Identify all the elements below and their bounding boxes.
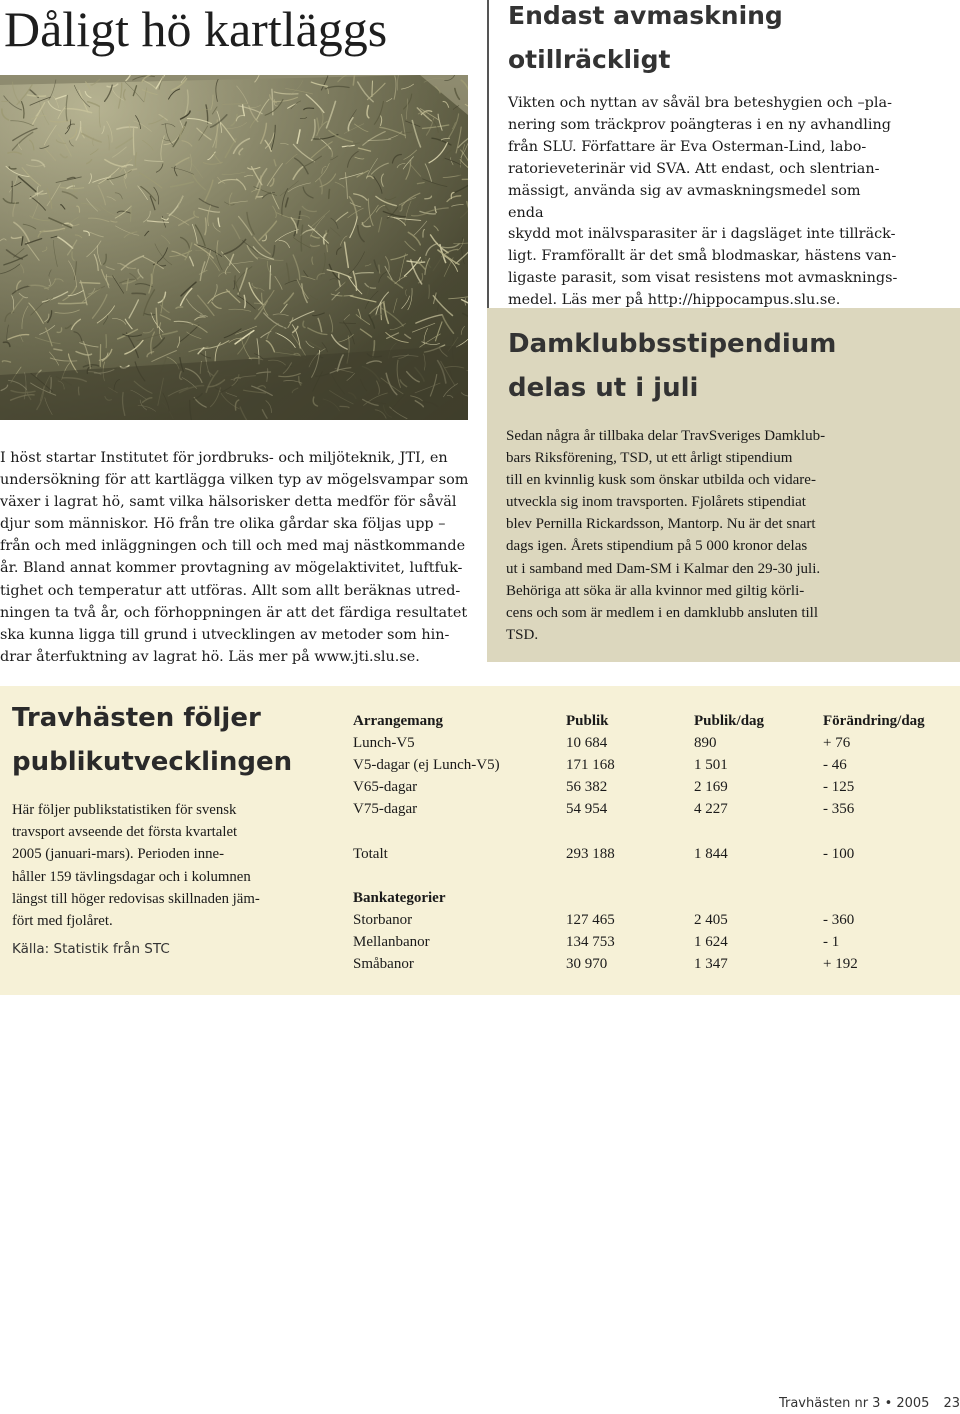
text-line: I höst startar Institutet för jordbruks- och miljöteknik, JTI, en — [0, 450, 448, 466]
table-row — [353, 754, 953, 776]
text-line: bars Riksförening, TSD, ut ett årligt stipendium — [506, 450, 793, 467]
table-cell: V65-dagar — [353, 779, 418, 796]
table-cell: - 360 — [823, 911, 855, 928]
text-line: till en kvinnlig kusk som önskar utbilda och vidare- — [506, 472, 816, 489]
table-header-row — [353, 710, 953, 732]
text-line: ska kunna ligga till grund i utvecklingen av metoder som hin- — [0, 626, 450, 643]
text-line: Sedan några år tillbaka delar TravSveriges Damklub- — [506, 428, 826, 444]
text-line: längst till höger redovisas skillnaden jäm- — [12, 890, 260, 907]
table-total-row — [353, 843, 953, 865]
text-line: ut i samband med Dam-SM i Kalmar den 29-30 juli. — [506, 560, 821, 577]
text-line: medel. Läs mer på http://hippocampus.slu.se. — [508, 292, 841, 309]
table-cell: - 125 — [823, 779, 855, 796]
table-cell — [353, 865, 566, 887]
text-line: från och med inläggningen och till och med maj nästkommande — [0, 538, 466, 555]
title-line: Damklubbsstipendium — [508, 329, 837, 359]
table-cell — [353, 820, 566, 842]
hay-bale-photo — [0, 75, 468, 420]
table-cell: 2 169 — [694, 779, 728, 796]
table-cell — [566, 820, 694, 842]
table-cell: 4 227 — [694, 801, 728, 818]
table-row — [353, 931, 953, 953]
table-cell: + 76 — [823, 735, 851, 752]
table-cell: 293 188 — [566, 845, 615, 862]
table-cell: - 1 — [823, 933, 840, 950]
table-cell: 890 — [694, 735, 717, 752]
table-cell: Förändring/dag — [823, 713, 925, 729]
text-line: ningen ta två år, och förhoppningen är att det färdiga resultatet — [0, 604, 468, 621]
table-cell: 171 168 — [566, 757, 615, 774]
table-cell — [566, 865, 694, 887]
table-cell: Småbanor — [353, 956, 414, 973]
table-row — [353, 798, 953, 820]
table-cell: + 192 — [823, 956, 858, 973]
text-line: ratorieveterinär vid SVA. Att endast, och slentrian- — [508, 160, 880, 177]
table-cell: 127 465 — [566, 911, 615, 928]
text-line: tighet och temperatur att utföras. Allt som allt beräknas utred- — [0, 582, 461, 599]
title-line: Travhästen följer — [12, 703, 261, 733]
text-line: år. Bland annat kommer provtagning av mögelaktivitet, luftfuk- — [0, 560, 463, 577]
text-line: Behöriga att söka är alla kvinnor med giltig körli- — [506, 582, 805, 599]
stats-source: Källa: Statistik från STC — [12, 941, 170, 957]
title-line: delas ut i juli — [508, 373, 699, 403]
table-cell — [694, 820, 823, 842]
table-cell — [694, 865, 823, 887]
table-row — [353, 776, 953, 798]
text-line: ligt. Framförallt är det små blodmaskar, hästens van- — [508, 248, 897, 265]
table-cell: Lunch-V5 — [353, 735, 415, 752]
table-cell: - 100 — [823, 845, 855, 862]
text-line: skydd mot inälvsparasiter är i dagsläget inte tillräck- — [508, 226, 896, 243]
hay-article-body — [0, 447, 470, 668]
scholarship-article-title — [508, 322, 948, 410]
scholarship-article-body — [506, 425, 906, 646]
table-cell: Bankategorier — [353, 889, 446, 906]
table-cell: Storbanor — [353, 911, 413, 928]
table-cell: Arrangemang — [353, 713, 443, 729]
table-cell — [694, 887, 823, 909]
table-spacer — [353, 820, 953, 842]
table-row — [353, 953, 953, 975]
text-line: travsport avseende det första kvartalet — [12, 824, 238, 841]
table-row — [353, 732, 953, 754]
table-cell: 1 501 — [694, 757, 728, 774]
table-cell: V75-dagar — [353, 801, 418, 818]
text-line: Här följer publikstatistiken för svensk — [12, 802, 237, 818]
text-line: håller 159 tävlingsdagar och i kolumnen — [12, 868, 251, 885]
table-cell: Publik — [566, 713, 609, 729]
text-line: mässigt, använda sig av avmaskningsmedel som enda — [508, 182, 861, 221]
publication-name: Travhästen nr 3 • 2005 — [778, 1396, 930, 1411]
table-cell: 2 405 — [694, 911, 728, 928]
table-cell: 54 954 — [566, 801, 608, 818]
table-cell — [823, 887, 953, 909]
stats-article-title — [12, 696, 332, 784]
title-line: Endast avmaskning — [508, 1, 783, 30]
text-line: växer i lagrat hö, samt vilka hälsorisker detta medför för såväl — [0, 494, 457, 511]
table-cell: 30 970 — [566, 956, 608, 973]
page-number: 23 — [943, 1396, 960, 1411]
table-cell: 1 347 — [694, 956, 728, 973]
table-cell: 1 844 — [694, 845, 728, 862]
table-cell: V5-dagar (ej Lunch-V5) — [353, 757, 500, 774]
headline: Dåligt hö kartläggs — [4, 1, 388, 57]
page-footer — [760, 1395, 960, 1413]
table-cell: - 356 — [823, 801, 855, 818]
table-spacer — [353, 865, 953, 887]
table-cell: 1 624 — [694, 933, 728, 950]
text-line: utveckla sig inom travsporten. Fjolårets stipendiat — [506, 494, 806, 511]
text-line: Vikten och nyttan av såväl bra beteshygien och –pla- — [508, 95, 892, 111]
table-cell: Mellanbanor — [353, 933, 430, 950]
text-line: undersökning för att kartlägga vilken typ av mögelsvampar som — [0, 472, 469, 489]
title-line: otillräckligt — [508, 45, 671, 74]
table-cell: Publik/dag — [694, 713, 765, 729]
table-cell — [566, 887, 694, 909]
table-row — [353, 909, 953, 931]
table-cell — [823, 865, 953, 887]
text-line: ligaste parasit, som visat resistens mot avmasknings- — [508, 270, 898, 287]
text-line: djur som människor. Hö från tre olika gårdar ska följas upp – — [0, 516, 446, 533]
table-cell: 134 753 — [566, 933, 615, 950]
table-section-header — [353, 887, 953, 909]
text-line: cens och som är medlem i en damklubb ansluten till — [506, 604, 819, 621]
table-cell: - 46 — [823, 757, 847, 774]
deworming-article-title — [508, 0, 948, 82]
text-line: fört med fjolåret. — [12, 913, 113, 930]
text-line: nering som träckprov poängteras i en ny avhandling — [508, 116, 891, 133]
text-line: dags igen. Årets stipendium på 5 000 kronor delas — [506, 538, 808, 555]
text-line: TSD. — [506, 626, 539, 643]
stats-article-body — [12, 799, 322, 932]
text-line: 2005 (januari-mars). Perioden inne- — [12, 846, 225, 863]
table-cell: Totalt — [353, 845, 388, 862]
table-cell: 10 684 — [566, 735, 608, 752]
text-line: drar återfuktning av lagrat hö. Läs mer på www.jti.slu.se. — [0, 648, 420, 665]
text-line: från SLU. Författare är Eva Osterman-Lind, labo- — [508, 138, 867, 155]
deworming-article-body — [508, 93, 900, 312]
table-cell — [823, 820, 953, 842]
title-line: publikutvecklingen — [12, 747, 293, 777]
attendance-table — [353, 710, 953, 975]
text-line: blev Pernilla Rickardsson, Mantorp. Nu är det snart — [506, 516, 816, 533]
table-cell: 56 382 — [566, 779, 608, 796]
